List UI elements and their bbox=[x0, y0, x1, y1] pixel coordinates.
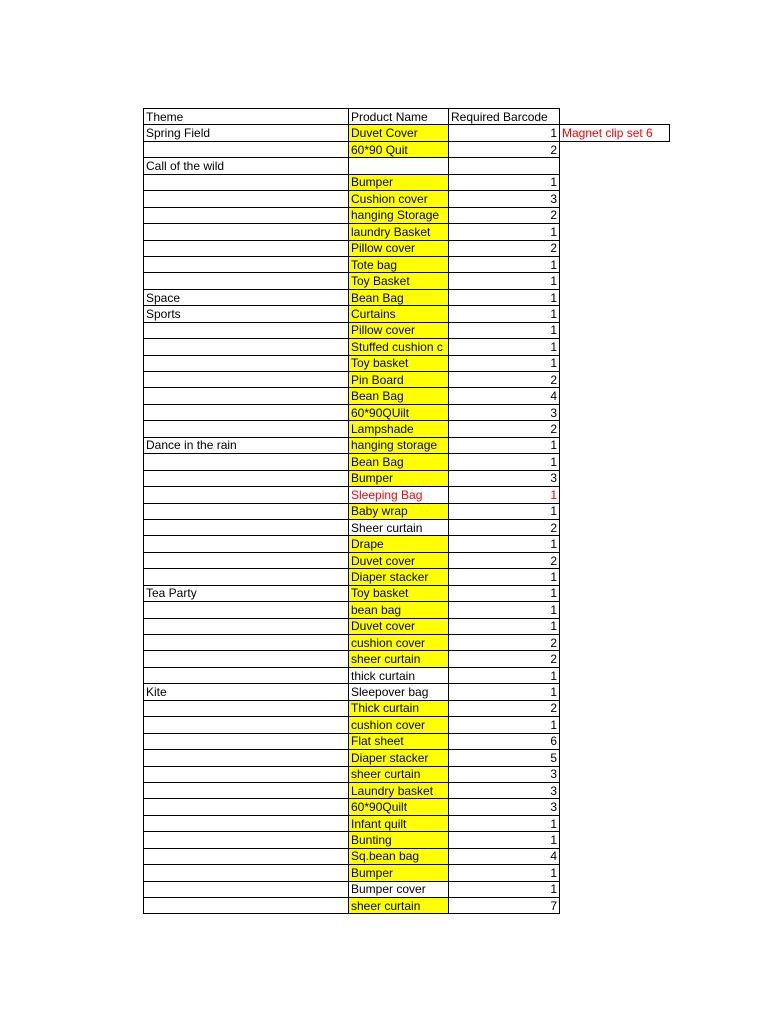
table-row bbox=[144, 766, 670, 782]
table-row bbox=[144, 881, 670, 897]
theme-cell bbox=[144, 799, 349, 815]
theme-cell: Dance in the rain bbox=[144, 437, 349, 453]
theme-cell bbox=[144, 421, 349, 437]
table-row bbox=[144, 273, 670, 289]
product-name-cell: 60*90QUilt bbox=[349, 404, 449, 420]
table-row bbox=[144, 174, 670, 190]
required-barcode-cell: 1 bbox=[449, 881, 560, 897]
product-name-cell: cushion cover bbox=[349, 717, 449, 733]
table-row bbox=[144, 536, 670, 552]
note-spacer bbox=[560, 372, 670, 388]
product-name-cell: Bean Bag bbox=[349, 388, 449, 404]
product-name-cell: 60*90 Quit bbox=[349, 141, 449, 157]
note-spacer bbox=[560, 750, 670, 766]
product-name-cell: Sq.bean bag bbox=[349, 848, 449, 864]
note-spacer bbox=[560, 733, 670, 749]
note-spacer bbox=[560, 158, 670, 174]
required-barcode-cell: 1 bbox=[449, 569, 560, 585]
required-barcode-cell: 7 bbox=[449, 898, 560, 914]
table-row bbox=[144, 503, 670, 519]
theme-cell: Call of the wild bbox=[144, 158, 349, 174]
required-barcode-cell: 3 bbox=[449, 766, 560, 782]
note-spacer bbox=[560, 322, 670, 338]
table-row bbox=[144, 618, 670, 634]
product-name-cell bbox=[349, 158, 449, 174]
required-barcode-cell: 1 bbox=[449, 174, 560, 190]
theme-cell bbox=[144, 782, 349, 798]
note-spacer bbox=[560, 437, 670, 453]
theme-cell bbox=[144, 256, 349, 272]
note-spacer bbox=[560, 339, 670, 355]
note-spacer bbox=[560, 207, 670, 223]
theme-cell bbox=[144, 404, 349, 420]
note-spacer bbox=[560, 503, 670, 519]
note-spacer bbox=[560, 240, 670, 256]
required-barcode-cell: 2 bbox=[449, 519, 560, 535]
theme-cell bbox=[144, 339, 349, 355]
required-barcode-cell: 1 bbox=[449, 125, 560, 141]
theme-cell bbox=[144, 141, 349, 157]
note-spacer bbox=[560, 782, 670, 798]
theme-cell bbox=[144, 372, 349, 388]
note-spacer bbox=[560, 404, 670, 420]
table-row bbox=[144, 684, 670, 700]
table-row bbox=[144, 667, 670, 683]
table-row bbox=[144, 437, 670, 453]
required-barcode-cell: 1 bbox=[449, 256, 560, 272]
product-name-cell: Bumper bbox=[349, 865, 449, 881]
theme-cell bbox=[144, 322, 349, 338]
theme-cell bbox=[144, 536, 349, 552]
note-spacer bbox=[560, 651, 670, 667]
product-name-cell: Sleepover bag bbox=[349, 684, 449, 700]
required-barcode-cell: 1 bbox=[449, 865, 560, 881]
theme-cell: Tea Party bbox=[144, 585, 349, 601]
table-row bbox=[144, 355, 670, 371]
required-barcode-cell: 1 bbox=[449, 339, 560, 355]
note-spacer bbox=[560, 898, 670, 914]
product-name-cell: sheer curtain bbox=[349, 766, 449, 782]
theme-cell bbox=[144, 207, 349, 223]
product-name-cell: Bumper cover bbox=[349, 881, 449, 897]
required-barcode-cell: 1 bbox=[449, 536, 560, 552]
theme-cell bbox=[144, 519, 349, 535]
table-row bbox=[144, 782, 670, 798]
barcode-requirements-table bbox=[143, 108, 670, 914]
required-barcode-cell: 1 bbox=[449, 618, 560, 634]
note-spacer bbox=[560, 832, 670, 848]
note-spacer bbox=[560, 174, 670, 190]
product-name-cell: 60*90Quilt bbox=[349, 799, 449, 815]
product-name-cell: Sleeping Bag bbox=[349, 487, 449, 503]
note-spacer bbox=[560, 799, 670, 815]
required-barcode-cell: 1 bbox=[449, 306, 560, 322]
table-row bbox=[144, 832, 670, 848]
theme-cell bbox=[144, 224, 349, 240]
required-barcode-cell: 1 bbox=[449, 585, 560, 601]
note-spacer bbox=[560, 388, 670, 404]
header-note-spacer bbox=[560, 109, 670, 125]
theme-cell bbox=[144, 273, 349, 289]
product-name-cell: Laundry basket bbox=[349, 782, 449, 798]
theme-cell bbox=[144, 191, 349, 207]
product-name-cell: laundry Basket bbox=[349, 224, 449, 240]
product-name-cell: Bumper bbox=[349, 470, 449, 486]
product-name-cell: sheer curtain bbox=[349, 651, 449, 667]
required-barcode-cell: 1 bbox=[449, 815, 560, 831]
table-row bbox=[144, 700, 670, 716]
table-row bbox=[144, 306, 670, 322]
note-spacer bbox=[560, 766, 670, 782]
note-spacer bbox=[560, 289, 670, 305]
table-row bbox=[144, 519, 670, 535]
product-name-cell: Bean Bag bbox=[349, 289, 449, 305]
required-barcode-cell: 1 bbox=[449, 503, 560, 519]
product-name-cell: Bumper bbox=[349, 174, 449, 190]
required-barcode-cell: 1 bbox=[449, 273, 560, 289]
product-name-cell: Toy Basket bbox=[349, 273, 449, 289]
note-spacer bbox=[560, 618, 670, 634]
required-barcode-cell: 2 bbox=[449, 421, 560, 437]
product-name-cell: Baby wrap bbox=[349, 503, 449, 519]
theme-cell bbox=[144, 602, 349, 618]
theme-cell bbox=[144, 815, 349, 831]
note-spacer bbox=[560, 881, 670, 897]
table-row bbox=[144, 799, 670, 815]
note-spacer bbox=[560, 421, 670, 437]
theme-cell bbox=[144, 618, 349, 634]
note-spacer bbox=[560, 519, 670, 535]
note-spacer bbox=[560, 700, 670, 716]
theme-cell bbox=[144, 635, 349, 651]
theme-cell bbox=[144, 569, 349, 585]
table-row bbox=[144, 256, 670, 272]
product-name-cell: Duvet cover bbox=[349, 618, 449, 634]
product-name-cell: Curtains bbox=[349, 306, 449, 322]
required-barcode-cell: 2 bbox=[449, 141, 560, 157]
note-spacer bbox=[560, 306, 670, 322]
table-row bbox=[144, 191, 670, 207]
theme-cell bbox=[144, 865, 349, 881]
required-barcode-cell: 1 bbox=[449, 832, 560, 848]
product-name-cell: hanging Storage bbox=[349, 207, 449, 223]
theme-cell bbox=[144, 898, 349, 914]
theme-cell bbox=[144, 240, 349, 256]
product-name-cell: Bean Bag bbox=[349, 454, 449, 470]
theme-cell bbox=[144, 388, 349, 404]
product-name-cell: bean bag bbox=[349, 602, 449, 618]
note-spacer bbox=[560, 602, 670, 618]
theme-cell bbox=[144, 503, 349, 519]
note-spacer bbox=[560, 273, 670, 289]
theme-cell bbox=[144, 174, 349, 190]
product-name-cell: Cushion cover bbox=[349, 191, 449, 207]
header-product-name: Product Name bbox=[349, 109, 449, 125]
note-spacer bbox=[560, 667, 670, 683]
required-barcode-cell: 1 bbox=[449, 322, 560, 338]
product-name-cell: Duvet cover bbox=[349, 552, 449, 568]
table-row bbox=[144, 289, 670, 305]
table-row bbox=[144, 898, 670, 914]
note-spacer bbox=[560, 717, 670, 733]
table-row bbox=[144, 585, 670, 601]
note-spacer bbox=[560, 487, 670, 503]
required-barcode-cell: 4 bbox=[449, 388, 560, 404]
note-spacer bbox=[560, 865, 670, 881]
product-name-cell: Bunting bbox=[349, 832, 449, 848]
product-name-cell: Stuffed cushion c bbox=[349, 339, 449, 355]
note-spacer bbox=[560, 848, 670, 864]
required-barcode-cell: 2 bbox=[449, 372, 560, 388]
required-barcode-cell: 1 bbox=[449, 224, 560, 240]
table-row bbox=[144, 602, 670, 618]
required-barcode-cell: 3 bbox=[449, 191, 560, 207]
theme-cell: Spring Field bbox=[144, 125, 349, 141]
table-row bbox=[144, 125, 670, 141]
table-row bbox=[144, 207, 670, 223]
note-spacer bbox=[560, 454, 670, 470]
header-row bbox=[144, 109, 670, 125]
product-name-cell: Diaper stacker bbox=[349, 569, 449, 585]
product-name-cell: Toy basket bbox=[349, 585, 449, 601]
table-row bbox=[144, 717, 670, 733]
note-spacer bbox=[560, 815, 670, 831]
note-spacer bbox=[560, 355, 670, 371]
theme-cell bbox=[144, 733, 349, 749]
required-barcode-cell: 6 bbox=[449, 733, 560, 749]
table-row bbox=[144, 421, 670, 437]
theme-cell bbox=[144, 848, 349, 864]
required-barcode-cell: 1 bbox=[449, 454, 560, 470]
theme-cell: Space bbox=[144, 289, 349, 305]
table-row bbox=[144, 322, 670, 338]
theme-cell: Kite bbox=[144, 684, 349, 700]
required-barcode-cell: 5 bbox=[449, 750, 560, 766]
product-name-cell: thick curtain bbox=[349, 667, 449, 683]
product-name-cell: Tote bag bbox=[349, 256, 449, 272]
required-barcode-cell: 3 bbox=[449, 799, 560, 815]
table-row bbox=[144, 404, 670, 420]
product-name-cell: Pin Board bbox=[349, 372, 449, 388]
required-barcode-cell bbox=[449, 158, 560, 174]
product-name-cell: cushion cover bbox=[349, 635, 449, 651]
table-row bbox=[144, 487, 670, 503]
required-barcode-cell: 1 bbox=[449, 717, 560, 733]
product-name-cell: Pillow cover bbox=[349, 322, 449, 338]
required-barcode-cell: 2 bbox=[449, 700, 560, 716]
theme-cell bbox=[144, 717, 349, 733]
table-row bbox=[144, 635, 670, 651]
table-row bbox=[144, 141, 670, 157]
note-spacer bbox=[560, 684, 670, 700]
theme-cell bbox=[144, 766, 349, 782]
table-row bbox=[144, 569, 670, 585]
note-spacer bbox=[560, 569, 670, 585]
note-spacer bbox=[560, 585, 670, 601]
theme-cell bbox=[144, 454, 349, 470]
note-spacer bbox=[560, 552, 670, 568]
product-name-cell: hanging storage bbox=[349, 437, 449, 453]
theme-cell bbox=[144, 552, 349, 568]
product-name-cell: Duvet Cover bbox=[349, 125, 449, 141]
product-name-cell: sheer curtain bbox=[349, 898, 449, 914]
note-spacer bbox=[560, 635, 670, 651]
note-cell: Magnet clip set 6 bbox=[560, 125, 670, 141]
table-row bbox=[144, 865, 670, 881]
required-barcode-cell: 1 bbox=[449, 602, 560, 618]
theme-cell bbox=[144, 355, 349, 371]
theme-cell bbox=[144, 651, 349, 667]
note-spacer bbox=[560, 141, 670, 157]
table-body bbox=[144, 125, 670, 914]
required-barcode-cell: 3 bbox=[449, 470, 560, 486]
table-row bbox=[144, 240, 670, 256]
product-name-cell: Toy basket bbox=[349, 355, 449, 371]
table-row bbox=[144, 848, 670, 864]
product-name-cell: Sheer curtain bbox=[349, 519, 449, 535]
product-name-cell: Diaper stacker bbox=[349, 750, 449, 766]
header-required-barcode: Required Barcode bbox=[449, 109, 560, 125]
required-barcode-cell: 1 bbox=[449, 684, 560, 700]
header-theme: Theme bbox=[144, 109, 349, 125]
required-barcode-cell: 3 bbox=[449, 404, 560, 420]
theme-cell: Sports bbox=[144, 306, 349, 322]
required-barcode-cell: 2 bbox=[449, 207, 560, 223]
theme-cell bbox=[144, 470, 349, 486]
required-barcode-cell: 3 bbox=[449, 782, 560, 798]
note-spacer bbox=[560, 224, 670, 240]
note-spacer bbox=[560, 470, 670, 486]
table-row bbox=[144, 372, 670, 388]
product-name-cell: Drape bbox=[349, 536, 449, 552]
table-row bbox=[144, 158, 670, 174]
required-barcode-cell: 1 bbox=[449, 355, 560, 371]
table-row bbox=[144, 750, 670, 766]
table-row bbox=[144, 815, 670, 831]
required-barcode-cell: 2 bbox=[449, 635, 560, 651]
product-name-cell: Thick curtain bbox=[349, 700, 449, 716]
product-name-cell: Flat sheet bbox=[349, 733, 449, 749]
table-row bbox=[144, 454, 670, 470]
required-barcode-cell: 2 bbox=[449, 240, 560, 256]
required-barcode-cell: 1 bbox=[449, 289, 560, 305]
required-barcode-cell: 4 bbox=[449, 848, 560, 864]
table-row bbox=[144, 552, 670, 568]
theme-cell bbox=[144, 881, 349, 897]
theme-cell bbox=[144, 832, 349, 848]
product-name-cell: Infant quilt bbox=[349, 815, 449, 831]
table-row bbox=[144, 388, 670, 404]
theme-cell bbox=[144, 750, 349, 766]
required-barcode-cell: 2 bbox=[449, 651, 560, 667]
note-spacer bbox=[560, 256, 670, 272]
theme-cell bbox=[144, 487, 349, 503]
table-row bbox=[144, 651, 670, 667]
table-row bbox=[144, 733, 670, 749]
product-name-cell: Lampshade bbox=[349, 421, 449, 437]
table-row bbox=[144, 224, 670, 240]
required-barcode-cell: 1 bbox=[449, 487, 560, 503]
note-spacer bbox=[560, 191, 670, 207]
theme-cell bbox=[144, 700, 349, 716]
note-spacer bbox=[560, 536, 670, 552]
table-row bbox=[144, 339, 670, 355]
product-name-cell: Pillow cover bbox=[349, 240, 449, 256]
table-row bbox=[144, 470, 670, 486]
required-barcode-cell: 1 bbox=[449, 667, 560, 683]
theme-cell bbox=[144, 667, 349, 683]
required-barcode-cell: 2 bbox=[449, 552, 560, 568]
required-barcode-cell: 1 bbox=[449, 437, 560, 453]
